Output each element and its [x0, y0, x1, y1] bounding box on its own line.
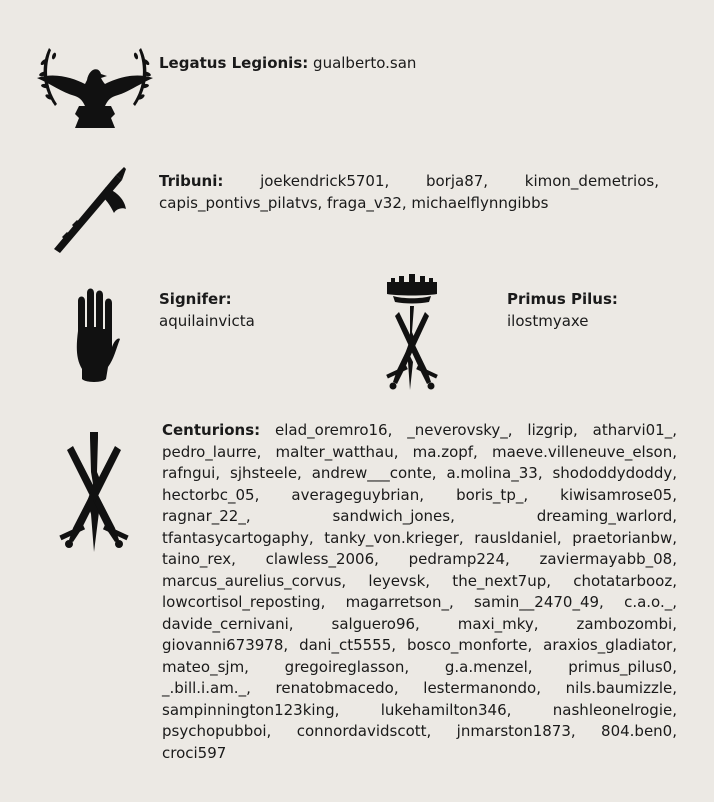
centurions-names: elad_oremro16, _neverovsky_, lizgrip, atharvi01_, pedro_laurre, malter_watthau, ma.zopf, maeve.villeneuve_elson, rafngui, sjhsteele, andrew___conte, a.molina_33, shododdydoddy, hectorbc_05, averageguybrian, boris_tp_, kiwisamrose05, ragnar_22_, sandwich_jones, dreaming_warlord, tfantasycartogaphy, tanky_von.krieger, rausldaniel, praetorianbw, taino_rex, clawless_2006, pedramp224, zaviermayabb_08, marcus_aurelius_corvus, leyevsk, the_next7up, chotatarbooz, lowcortisol_reposting, magarretson_, samin__2470_49, c.a.o._, davide_cernivani, salguero96, maxi_mky, zambozombi, giovanni673978, dani_ct5555, bosco_monforte, araxios_gladiator, mateo_sjm, gregoireglasson, g.a.menzel, primus_pilus0, _.bill.i.am._, renatobmacedo, lestermanondo, nils.baumizzle, sampinnington123king, lukehamilton346, nashleonelrogie, psychopubboi, connordavidscott, jnmarston1873, 804.ben0, croci597 — [162, 421, 677, 762]
tribuni-label: Tribuni: — [159, 172, 224, 190]
primus-names: ilostmyaxe — [507, 311, 589, 330]
signifer-entry — [159, 289, 359, 332]
signifer-label: Signifer: — [159, 290, 232, 308]
crossed-swords-icon — [57, 432, 131, 554]
tribuni-entry — [159, 171, 659, 214]
signifer-names: aquilainvicta — [159, 311, 255, 330]
centurions-entry — [162, 420, 677, 764]
primus-label: Primus Pilus: — [507, 290, 618, 308]
centurions-label: Centurions: — [162, 421, 261, 439]
primus-entry — [507, 289, 687, 332]
legatus-entry — [159, 53, 659, 75]
eagle-icon — [35, 44, 155, 130]
hand-icon — [68, 287, 120, 385]
tribuni-names: joekendrick5701, borja87, kimon_demetrios, capis_pontivs_pilatvs, fraga_v32, michaelflynngibbs — [159, 172, 659, 212]
legatus-names: gualberto.san — [313, 54, 417, 72]
crowned-swords-icon — [383, 272, 441, 392]
legatus-label: Legatus Legionis: — [159, 54, 309, 72]
axe-icon — [50, 165, 132, 255]
